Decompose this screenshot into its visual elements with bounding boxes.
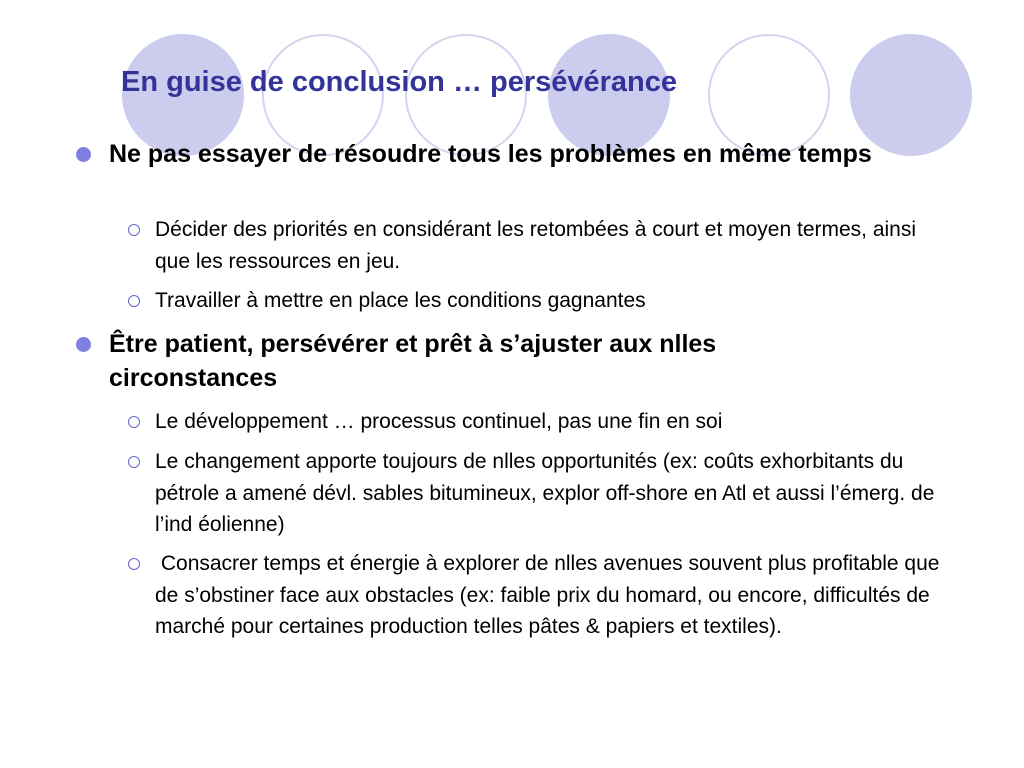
sub-bullet-icon <box>128 295 140 307</box>
sub-bullet-text: Travailler à mettre en place les conditions gagnantes <box>155 289 646 312</box>
bullet-text: Être patient, persévérer et prêt à s’ajuster aux nlles circonstances <box>109 330 717 392</box>
bullet-icon <box>76 337 91 352</box>
sub-bullet-icon <box>128 456 140 468</box>
sub-bullet-icon <box>128 224 140 236</box>
slide-title: En guise de conclusion … persévérance <box>121 66 678 98</box>
sub-bullet-icon <box>128 416 140 428</box>
bullet-icon <box>76 147 91 162</box>
sub-bullet-icon <box>128 558 140 570</box>
sub-bullet-text: Décider des priorités en considérant les retombées à court et moyen termes, ainsi que les ressources en jeu. <box>155 218 917 273</box>
bullet-text: Ne pas essayer de résoudre tous les problèmes en même temps <box>109 140 872 168</box>
sub-bullet-text: Consacrer temps et énergie à explorer de nlles avenues souvent plus profitable que de s’obstiner face aux obstacles (ex: faible prix du homard, ou encore, difficultés de marché pour certaines production telles pâtes & papiers et textiles). <box>155 552 946 638</box>
sub-bullet-text: Le développement … processus continuel, pas une fin en soi <box>155 410 723 433</box>
sub-bullet-text: Le changement apporte toujours de nlles opportunités (ex: coûts exhorbitants du pétrole a amené dévl. sables bitumineux, explor off-shore en Atl et aussi l’émerg. de l’ind éolienne) <box>155 450 935 536</box>
